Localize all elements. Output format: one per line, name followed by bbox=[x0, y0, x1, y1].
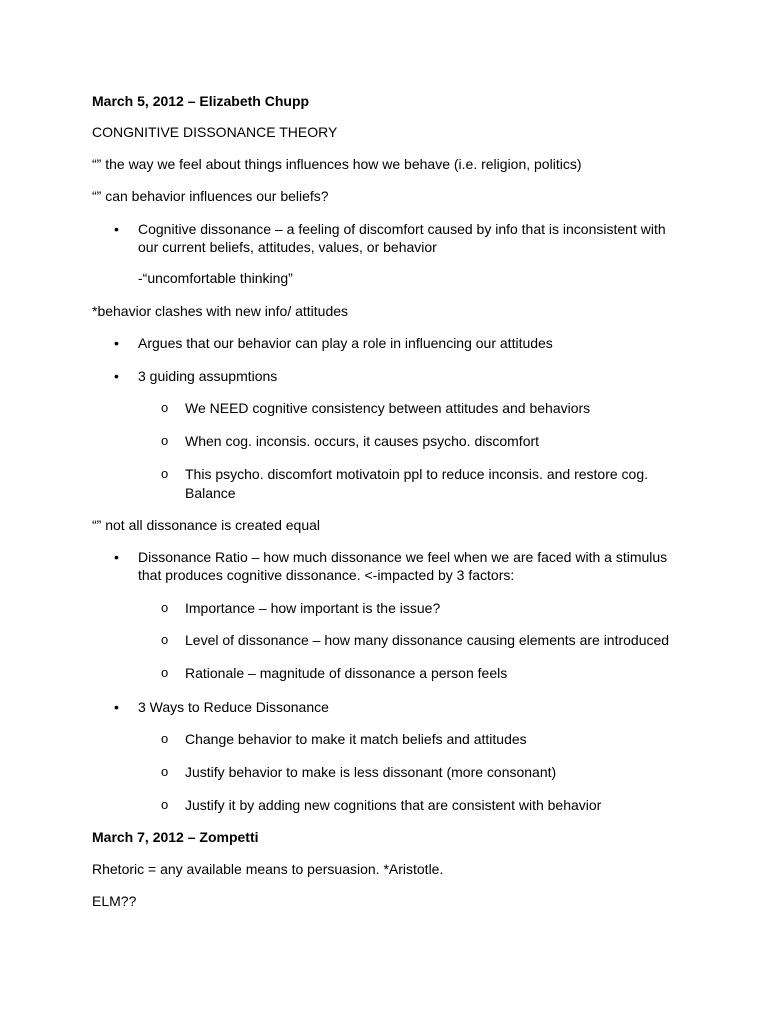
factor-rationale: Rationale – magnitude of dissonance a person feels bbox=[185, 665, 508, 681]
bullet-cognitive-dissonance-line1: Cognitive dissonance – a feeling of discomfort caused by info that is inconsistent with bbox=[138, 221, 666, 237]
paragraph-not-all-dissonance: “” not all dissonance is created equal bbox=[92, 517, 321, 533]
paragraph-behavior-clashes: *behavior clashes with new info/ attitudes bbox=[92, 303, 349, 319]
sub-bullet-marker: o bbox=[161, 433, 169, 448]
way-3: Justify it by adding new cognitions that are consistent with behavior bbox=[185, 797, 602, 813]
bullet-ways-reduce: 3 Ways to Reduce Dissonance bbox=[138, 699, 329, 715]
assumption-2: When cog. inconsis. occurs, it causes psycho. discomfort bbox=[185, 433, 540, 449]
topic-title: CONGNITIVE DISSONANCE THEORY bbox=[92, 124, 338, 140]
paragraph-behavior-beliefs: “” can behavior influences our beliefs? bbox=[92, 188, 329, 204]
paragraph-feel-influences: “” the way we feel about things influences how we behave (i.e. religion, politics) bbox=[92, 156, 582, 172]
note-uncomfortable-thinking: -“uncomfortable thinking” bbox=[138, 270, 293, 286]
way-1: Change behavior to make it match beliefs and attitudes bbox=[185, 731, 527, 747]
sub-bullet-marker: o bbox=[161, 665, 169, 680]
factor-level: Level of dissonance – how many dissonance causing elements are introduced bbox=[185, 632, 670, 648]
paragraph-elm: ELM?? bbox=[92, 893, 137, 909]
bullet-argues: Argues that our behavior can play a role in influencing our attitudes bbox=[138, 335, 553, 351]
bullet-dissonance-ratio-line1: Dissonance Ratio – how much dissonance we feel when we are faced with a stimulus bbox=[138, 549, 668, 565]
paragraph-rhetoric: Rhetoric = any available means to persuasion. *Aristotle. bbox=[92, 861, 444, 877]
bullet-marker: • bbox=[114, 368, 119, 384]
assumption-3-line2: Balance bbox=[185, 485, 236, 501]
assumption-1: We NEED cognitive consistency between attitudes and behaviors bbox=[185, 400, 591, 416]
sub-bullet-marker: o bbox=[161, 600, 169, 615]
sub-bullet-marker: o bbox=[161, 731, 169, 746]
sub-bullet-marker: o bbox=[161, 764, 169, 779]
bullet-marker: • bbox=[114, 335, 119, 351]
factor-importance: Importance – how important is the issue? bbox=[185, 600, 441, 616]
sub-bullet-marker: o bbox=[161, 632, 169, 647]
heading-march-7: March 7, 2012 – Zompetti bbox=[92, 829, 259, 845]
sub-bullet-marker: o bbox=[161, 400, 169, 415]
way-2: Justify behavior to make is less dissonant (more consonant) bbox=[185, 764, 557, 780]
bullet-guiding-assumptions: 3 guiding assupmtions bbox=[138, 368, 278, 384]
bullet-marker: • bbox=[114, 549, 119, 565]
assumption-3-line1: This psycho. discomfort motivatoin ppl to reduce inconsis. and restore cog. bbox=[185, 466, 648, 482]
bullet-marker: • bbox=[114, 699, 119, 715]
heading-march-5: March 5, 2012 – Elizabeth Chupp bbox=[92, 93, 310, 109]
bullet-dissonance-ratio-line2: that produces cognitive dissonance. <-impacted by 3 factors: bbox=[138, 567, 515, 583]
sub-bullet-marker: o bbox=[161, 797, 169, 812]
sub-bullet-marker: o bbox=[161, 466, 169, 481]
bullet-marker: • bbox=[114, 221, 119, 237]
bullet-cognitive-dissonance-line2: our current beliefs, attitudes, values, or behavior bbox=[138, 239, 437, 255]
